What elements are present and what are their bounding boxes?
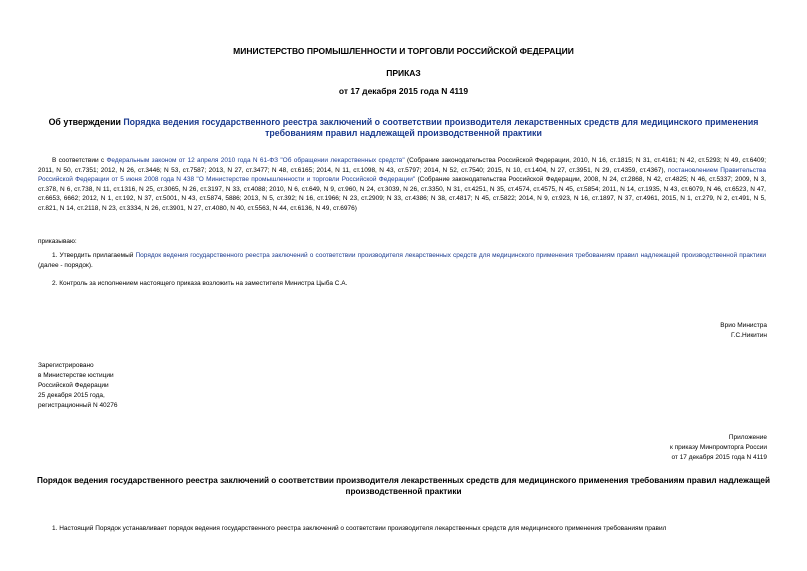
registration-line-5: регистрационный N 40276	[38, 402, 118, 409]
appendix-line-1: Приложение	[728, 434, 767, 441]
appendix-line-3: от 17 декабря 2015 года N 4119	[671, 454, 767, 461]
appendix-block	[670, 433, 767, 463]
orders-label: приказываю:	[38, 238, 77, 245]
federal-law-link[interactable]: Федеральным законом от 12 апреля 2010 года N 61-ФЗ "Об обращении лекарственных средств"	[106, 157, 405, 164]
order-title-prefix: Об утверждении	[48, 117, 124, 127]
document-type: ПРИКАЗ	[386, 68, 421, 78]
order-item-1-text: 1. Утвердить прилагаемый	[52, 252, 136, 259]
preamble-text-3: (Собрание законодательства Российской Федерации, 2008, N 24, ст.2868, N 42, ст.4825; N 46, ст.5337; 2009, N 3, ст.378, N 6, ст.738, N 11, ст.1316, N 25, ст.3065, N 26, ст.3197, N 33, ст.4088; 2010, N 6, ст.649, N 9, ст.960, N 24, ст.3039, N 26, ст.3350, N 31, ст.4251, N 35, ст.4574, ст.4575, N 45, ст.5854; 2011, N 14, ст.1935, N 43, ст.6079, N 46, ст.6523, N 47, ст.6653, 6662; 2012, N 1, ст.192, N 37, ст.5001, N 43, ст.5874, 5886; 2013, N 5, ст.392; N 16, ст.1966; N 23, ст.2909; N 33, ст.4386; N 38, ст.4817; N 45, ст.5822; 2014, N 9, ст.923, N 16, ст.1897, N 37, ст.4961, 2015, N 1, ст.279, N 2, ст.491, N 5, ст.821, N 14, ст.2118, N 23, ст.3334, N 26, ст.3901, N 27, ст.4080, N 40, ст.5563, N 44, ст.6136, N 49, ст.6976)	[38, 176, 767, 212]
registration-block	[38, 361, 118, 411]
signatory-position: Врио Министра	[720, 322, 767, 329]
signatory-name: Г.С.Никитин	[730, 332, 767, 339]
preamble-paragraph	[38, 156, 766, 214]
preamble-text-2: (Собрание законодательства Российской Федерации, 2010, N 16, ст.1815; N 31, ст.4161; N 42, ст.5293; N 49, ст.6409; 2011, N 50, ст.7351; 2012, N 26, ст.3446; N 53, ст.7587; 2013, N 27, ст.3477; N 48, ст.6165; 2014, N 11, ст.1098, N 43, ст.5797; 2014, N 52, ст.7540; 2015, N 10, ст.1404, N 27, ст.3951, N 29, ст.4359, ст.4367),	[38, 157, 766, 174]
procedure-link[interactable]: Порядок ведения государственного реестра заключений о соответствии производителя лекарственных средств для медицинского применения требованиям правил надлежащей производственной практики	[135, 252, 766, 259]
preamble-text-1: В соответствии с	[52, 157, 107, 164]
registration-line-3: Российской Федерации	[38, 382, 109, 389]
procedure-title: Порядок ведения государственного реестра заключений о соответствии производителя лекарственных средств для медицинского применения требованиям правил надлежащей производственной практики	[36, 476, 771, 496]
registration-line-4: 25 декабря 2015 года,	[38, 392, 105, 399]
order-date-number: от 17 декабря 2015 года N 4119	[338, 86, 469, 96]
signature-block	[720, 321, 767, 341]
appendix-line-2: к приказу Минпромторга России	[670, 444, 767, 451]
registration-line-2: в Министерстве юстиции	[38, 372, 114, 379]
registration-line-1: Зарегистрировано	[38, 362, 94, 369]
government-decree-link[interactable]: постановлением Правительства Российской Федерации от 5 июня 2008 года N 438 "О Министерстве промышленности и торговли Российской Федерации"	[38, 166, 766, 184]
order-item-2: 2. Контроль за исполнением настоящего приказа возложить на заместителя Министра Цыба С.А.	[52, 280, 348, 287]
order-title-link[interactable]: Порядка ведения государственного реестра заключений о соответствии производителя лекарственных средств для медицинского применения требованиям правил надлежащей производственной практики	[123, 117, 759, 138]
procedure-item-1: 1. Настоящий Порядок устанавливает порядок ведения государственного реестра заключений о соответствии производителя лекарственных средств для медицинского применения требованиям правил	[52, 525, 667, 532]
order-item-1	[38, 251, 766, 270]
order-item-1-tail: (далее - порядок).	[38, 261, 93, 269]
order-title	[30, 117, 777, 139]
ministry-name: МИНИСТЕРСТВО ПРОМЫШЛЕННОСТИ И ТОРГОВЛИ РОССИЙСКОЙ ФЕДЕРАЦИИ	[233, 46, 574, 56]
